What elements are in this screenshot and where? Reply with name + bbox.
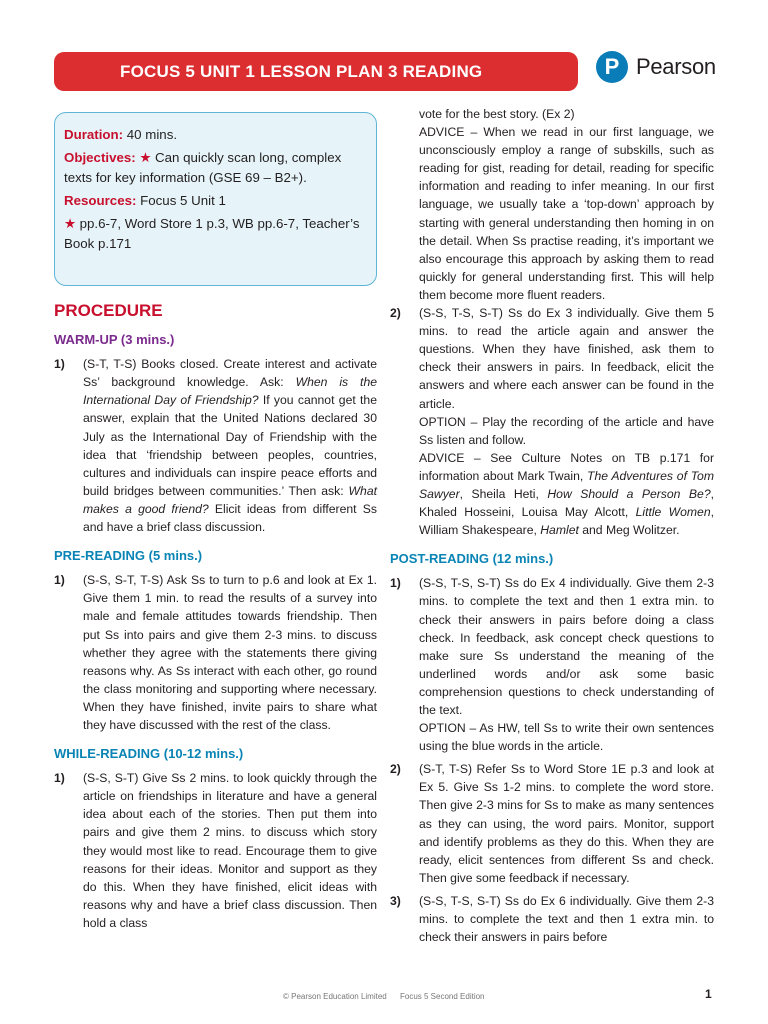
pearson-logo-text: Pearson bbox=[636, 54, 716, 79]
page-title-banner bbox=[54, 52, 578, 91]
footer-copyright: © Pearson Education Limited bbox=[283, 992, 387, 1001]
star-icon: ★ bbox=[135, 150, 155, 165]
list-item: 1) (S-T, T-S) Books closed. Create interest and activate Ss’ background knowledge. Ask: When is the International Day of Friendship? If you cannot get the answer, explain that the United Nations declared 30 July as the International Day of Friendship with the idea that ‘friendship between peoples, countries, cultures and individuals can inspire peace efforts and build bridges between communities.’ Then ask: What makes a good friend? Elicit ideas from different Ss and have a brief class discussion. bbox=[54, 357, 377, 535]
warmup-heading: WARM-UP (3 mins.) bbox=[54, 332, 175, 348]
left-column bbox=[54, 302, 377, 937]
duration: Duration: 40 mins. bbox=[64, 127, 178, 142]
star-icon: ★ bbox=[64, 216, 80, 231]
advice-note: ADVICE – When we read in our first language, we unconsciously employ a range of subskills, such as reading for gist, reading for detail, reading for specific information and reading to infer meaning. In our first language, we usually take a ‘top-down’ approach by starting with general understanding then homing in on the detail. When Ss practise reading, it’s important we also encourage this approach by asking them to read quickly for general understanding first. This will help them become more fluent readers. bbox=[419, 125, 714, 302]
lesson-info-box bbox=[54, 112, 377, 286]
resources-extra: ★ pp.6-7, Word Store 1 p.3, WB pp.6-7, Teacher’s Book p.171 bbox=[64, 216, 360, 251]
page-number: 1 bbox=[705, 987, 712, 1001]
option-note: OPTION – As HW, tell Ss to write their own sentences using the blue words in the article. bbox=[419, 721, 714, 754]
objectives: Objectives: ★ Can quickly scan long, complex texts for key information (GSE 69 – B2+). bbox=[64, 150, 342, 185]
list-item-continued: vote for the best story. (Ex 2) ADVICE – When we read in our first language, we unconsciously employ a range of subskills, such as reading for gist, reading for detail, reading for specific information and reading to infer meaning. In our first language, we usually take a ‘top-down’ approach by starting with general understanding then homing in on the detail. When Ss practise reading, it’s important we also encourage this approach by asking them to read quickly for general understanding first. This will help them become more fluent readers. bbox=[390, 105, 714, 304]
pearson-logo bbox=[596, 51, 716, 83]
footer-edition: Focus 5 Second Edition bbox=[400, 992, 485, 1001]
prereading-heading: PRE-READING (5 mins.) bbox=[54, 548, 203, 564]
list-item: 3) (S-S, T-S, S-T) Ss do Ex 6 individually. Give them 2-3 mins. to complete the text and then 1 extra min. to check their answers in pairs before bbox=[390, 893, 714, 945]
postreading-heading: POST-READING (12 mins.) bbox=[390, 551, 554, 567]
list-item: 2) (S-S, T-S, S-T) Ss do Ex 3 individually. Give them 5 mins. to read the article again and answer the questions. When they have finished, ask them to check their answers in pairs. In feedback, elicit the answers and where each answer can be found in the article. OPTION – Play the recording of the article and have Ss listen and follow. ADVICE – See Culture Notes on TB p.171 for information about Mark Twain, The Adventures of Tom Sawyer, Sheila Heti, How Should a Person Be?, Khaled Hosseini, Louisa May Alcott, Little Women, William Shakespeare, Hamlet and Meg Wolitzer. bbox=[390, 304, 714, 539]
procedure-heading: PROCEDURE bbox=[54, 301, 163, 320]
list-item: 1) (S-S, T-S, S-T) Ss do Ex 4 individually. Give them 2-3 mins. to complete the text and then 1 extra min. to check their answers in pairs before doing a class check. In feedback, ask concept check questions to make sure Ss understand the meaning of the underlined words and/or ask some basic comprehension questions to check understanding of the text. OPTION – As HW, tell Ss to write their own sentences using the blue words in the article. bbox=[390, 574, 714, 755]
list-item: 1) (S-S, S-T, T-S) Ask Ss to turn to p.6 and look at Ex 1. Give them 1 min. to read the results of a survey into male and female attitudes towards friendship. Then put Ss into pairs and give them 2-3 mins. to discuss whether they agree with the statements there giving reasons why. As Ss interact with each other, go round the class monitoring and supporting where necessary. When they have finished, invite pairs to share what they have discussed with the rest of the class. bbox=[54, 573, 377, 732]
resources: Resources: Focus 5 Unit 1 bbox=[64, 193, 226, 208]
list-item: 2) (S-T, T-S) Refer Ss to Word Store 1E p.3 and look at Ex 5. Give Ss 1-2 mins. to complete the word store. Then give 2-3 mins for Ss to make as many sentences as they can using, the word pairs. Monitor, support and identify problems as they do this. When they are ready, elicit sentences from different Ss and check. Then give some feedback if necessary. bbox=[390, 762, 714, 885]
right-column bbox=[390, 105, 714, 951]
page-title: FOCUS 5 UNIT 1 LESSON PLAN 3 READING bbox=[120, 61, 483, 81]
whilereading-heading: WHILE-READING (10-12 mins.) bbox=[54, 746, 244, 762]
list-item: 1) (S-S, S-T) Give Ss 2 mins. to look quickly through the article on friendships in literature and have a general idea about each of the stories. Then put them into pairs and give them 2 mins. to discuss which story they would most like to read. Encourage them to give reasons for their ideas. Monitor and support as they do this. When they have finished, elicit ideas with reasons why and have a brief class discussion. Then hold a class bbox=[54, 771, 377, 930]
option-note: OPTION – Play the recording of the article and have Ss listen and follow. bbox=[419, 414, 714, 447]
advice-note: ADVICE – See Culture Notes on TB p.171 for information about Mark Twain, The Adventures of Tom Sawyer, Sheila Heti, How Should a Person Be?, Khaled Hosseini, Louisa May Alcott, Little Women, William Shakespeare, Hamlet and Meg Wolitzer. bbox=[419, 450, 714, 538]
pearson-logo-icon: P bbox=[596, 51, 628, 83]
